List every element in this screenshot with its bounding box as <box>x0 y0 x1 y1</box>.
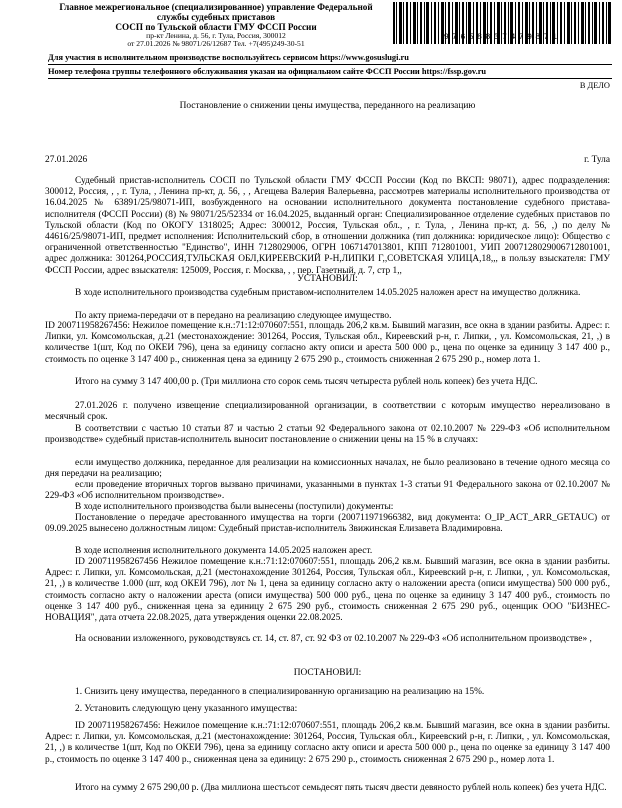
resolution-item: 2. Установить следующую цену указанного имущества: <box>75 704 298 714</box>
property-description: ID 200711958267456: Нежилое помещение к.н.:71:12:070607:551, площадь 206,2 кв.м. Бывший магазин, все окна в здании разбиты. Адрес: г. Липки, ул. Комсомольская, д.21 (местонахождение: 301264, Россия, Тульская обл., Киреевский р-н, г. Липки, , ул. Комсомольская, 21, ,) в количестве 1(шт, Код по ОКЕИ 796), цена за единицу согласно акту описи и ареста 500 000 р., цена по оценке за единицу 3 147 400 р., стоимость по оценке 3 147 400 р., сниженная цена за единицу: 2 675 290 р., стоимость сниженная 2 675 290 р., номер лота 1. <box>45 721 610 765</box>
property-description: ID 200711958267456 Нежилое помещение к.н.:71:12:070607:551, площадь 206,2 кв.м. Бывший магазин, все окна в здании разбиты. Адрес: г. Липки, ул. Комсомольская, д.21 (местонахождение 301264, Россия, Тульская обл., Киреевский р-н, г. Липки, , ул. Комсомольская, 21, ,) в количестве 1.000 (шт, код ОКЕИ 796), лот № 1, цена за единицу согласно акту о наложении ареста (описи имущества) 500 000 руб., стоимость согласно акту о наложении ареста (описи имущества) 500 000 руб., цена по оценке за единицу 3 147 400 руб., стоимость по оценке 3 147 400 руб., сниженная цена за единицу 2 675 290 руб., стоимость сниженная 2 675 290 руб., оценщик ООО "БИЗНЕС-НОВАЦИЯ", дата отчета 22.08.2025, дата утверждения оценки 22.08.2025. <box>45 557 610 624</box>
agency-name-line2: службы судебных приставов <box>156 12 276 22</box>
divider <box>48 78 612 79</box>
gosuslugi-notice: Для участия в исполнительном производстве воспользуйтесь сервисом https://www.gosuslugi.ru <box>48 53 409 62</box>
established-heading: УСТАНОВИЛ: <box>297 274 358 284</box>
decision-reference: Постановление о передаче арестованного имущества на торги (200711971966382, вид документа: O_IP_ACT_ARR_GETAUC) от 09.09.2025 вынесено должностным лицом: Судебный пристав-исполнитель Звижинская Елизавета Владимировна. <box>45 513 610 535</box>
established-paragraph: В ходе исполнения исполнительного документа 14.05.2025 наложен арест. <box>75 546 373 556</box>
established-paragraph: 27.01.2026 г. получено извещение специализированной организации, в соответствии с которым имущество нереализовано в месячный срок. <box>45 401 610 423</box>
document-city: г. Тула <box>584 155 610 165</box>
filing-mark: В ДЕЛО <box>579 81 610 90</box>
total-amount: Итого на сумму 2 675 290,00 р. (Два миллиона шестьсот семьдесят пять тысяч двести девяносто рублей ноль копеек) без учета НДС. <box>75 783 607 793</box>
resolution-item: 1. Снизить цену имущества, переданного в специализированную организацию на реализацию на 15%. <box>75 687 485 697</box>
division-address: пр-кт Ленина, д. 56, г. Тула, Россия, 300012 <box>146 31 286 40</box>
intro-paragraph: Судебный пристав-исполнитель СОСП по Тульской области ГМУ ФССП России (Код по ВКСП: 98071), адрес подразделения: 300012, Россия, , , г. Тула, , Ленина пр-кт, д. 56, , , Агещева Валерия Валерьевна, рассмотрев материалы исполнительного производства от 16.04.2025 № 63891/25/98071-ИП, возбужденного на основании исполнительного документа постановление судебного пристава-исполнителя (ФССП России) (8) № 98071/25/52334 от 16.04.2025, выданный орган: Специализированное отделение судебных приставов по Тульской области (Код по ОКОГУ 1318025; Адрес: 300012, Россия, Тульская обл., , г. Тула, , Ленина пр-кт, д. 56, ,) по делу № 44616/25/98071-ИП, предмет исполнения: Исполнительский сбор, в отношении должника (тип должника: юридическое лицо): Общество с ограниченной ответственностью "Единство", ИНН 7128029006, ОГРН 1067147013801, КПП 712801001, УИП 2007128029006712801001, адрес должника: 301264,РОССИЯ,ТУЛЬСКАЯ ОБЛ,КИРЕЕВСКИЙ Р-Н,ЛИПКИ Г,,СОВЕТСКАЯ УЛИЦА,18,,, в пользу взыскателя: ГМУ ФССП России, адрес взыскателя: 125009, Россия, г. Москва, , , пер. Газетный, д. 7, стр 1,, <box>45 176 610 276</box>
condition-item: если имущество должника, переданное для реализации на комиссионных началах, не было реализовано в течение одного месяца со дня передачи на реализацию; <box>45 458 610 480</box>
total-amount: Итого на сумму 3 147 400,00 р. (Три миллиона сто сорок семь тысяч четыреста рублей ноль копеек) без учета НДС. <box>75 377 538 387</box>
resolved-heading: ПОСТАНОВИЛ: <box>293 668 362 678</box>
divider <box>48 64 612 65</box>
document-date: 27.01.2026 <box>45 155 88 165</box>
established-paragraph: По акту приема-передачи от в передано на реализацию следующее имущество. <box>75 311 392 321</box>
condition-item: если проведение вторичных торгов вызвано причинами, указанными в пунктах 1-3 статьи 91 Федерального закона от 02.10.2007 № 229-ФЗ «Об исполнительном производстве». <box>45 480 610 502</box>
document-reference: от 27.01.2026 № 98071/26/12687 Тел. +7(495)249-30-51 <box>127 39 305 48</box>
established-paragraph: В ходе исполнительного производства судебным приставом-исполнителем 14.05.2025 наложен арест на имущество должника. <box>75 288 581 298</box>
phone-notice: Номер телефона группы телефонного обслуживания указан на официальном сайте ФССП России https://fssp.gov.ru <box>48 67 487 76</box>
legal-basis: В соответствии с частью 10 статьи 87 и частью 2 статьи 92 Федерального закона от 02.10.2007 № 229-ФЗ «Об исполнительном производстве» судебный пристав-исполнитель выносит постановление о снижении цены на 15 % в случаях: <box>45 424 610 446</box>
property-description: ID 200711958267456: Нежилое помещение к.н.:71:12:070607:551, площадь 206,2 кв.м. Бывший магазин, все окна в здании разбиты. Адрес: г. Липки, ул. Комсомольская, д.21 (местонахождение: 301264, Россия, Тульская обл., Киреевский р-н, г. Липки, , ул. Комсомольская, 21, ,) в количестве 1(шт, Код по ОКЕИ 796), цена за единицу согласно акту описи и ареста 500 000 р., цена по оценке за единицу 3 147 400 р., стоимость по оценке 3 147 400 р., сниженная цена за единицу 2 675 290 р., стоимость сниженная 2 675 290 р., номер лота 1. <box>45 321 610 365</box>
division-name: СОСП по Тульской области ГМУ ФССП России <box>115 22 317 32</box>
established-paragraph: В ходе исполнительного производства были вынесены (поступили) документы: <box>75 502 394 512</box>
agency-name-line1: Главное межрегиональное (специализированное) управление Федеральной <box>59 2 373 12</box>
document-title: Постановление о снижении цены имущества, переданного на реализацию <box>179 101 476 111</box>
barcode-digits: 97658807479871 <box>443 32 561 42</box>
legal-basis: На основании изложенного, руководствуясь ст. 14, ст. 87, ст. 92 ФЗ от 02.10.2007 № 229-ФЗ «Об исполнительном производстве» , <box>75 634 592 644</box>
